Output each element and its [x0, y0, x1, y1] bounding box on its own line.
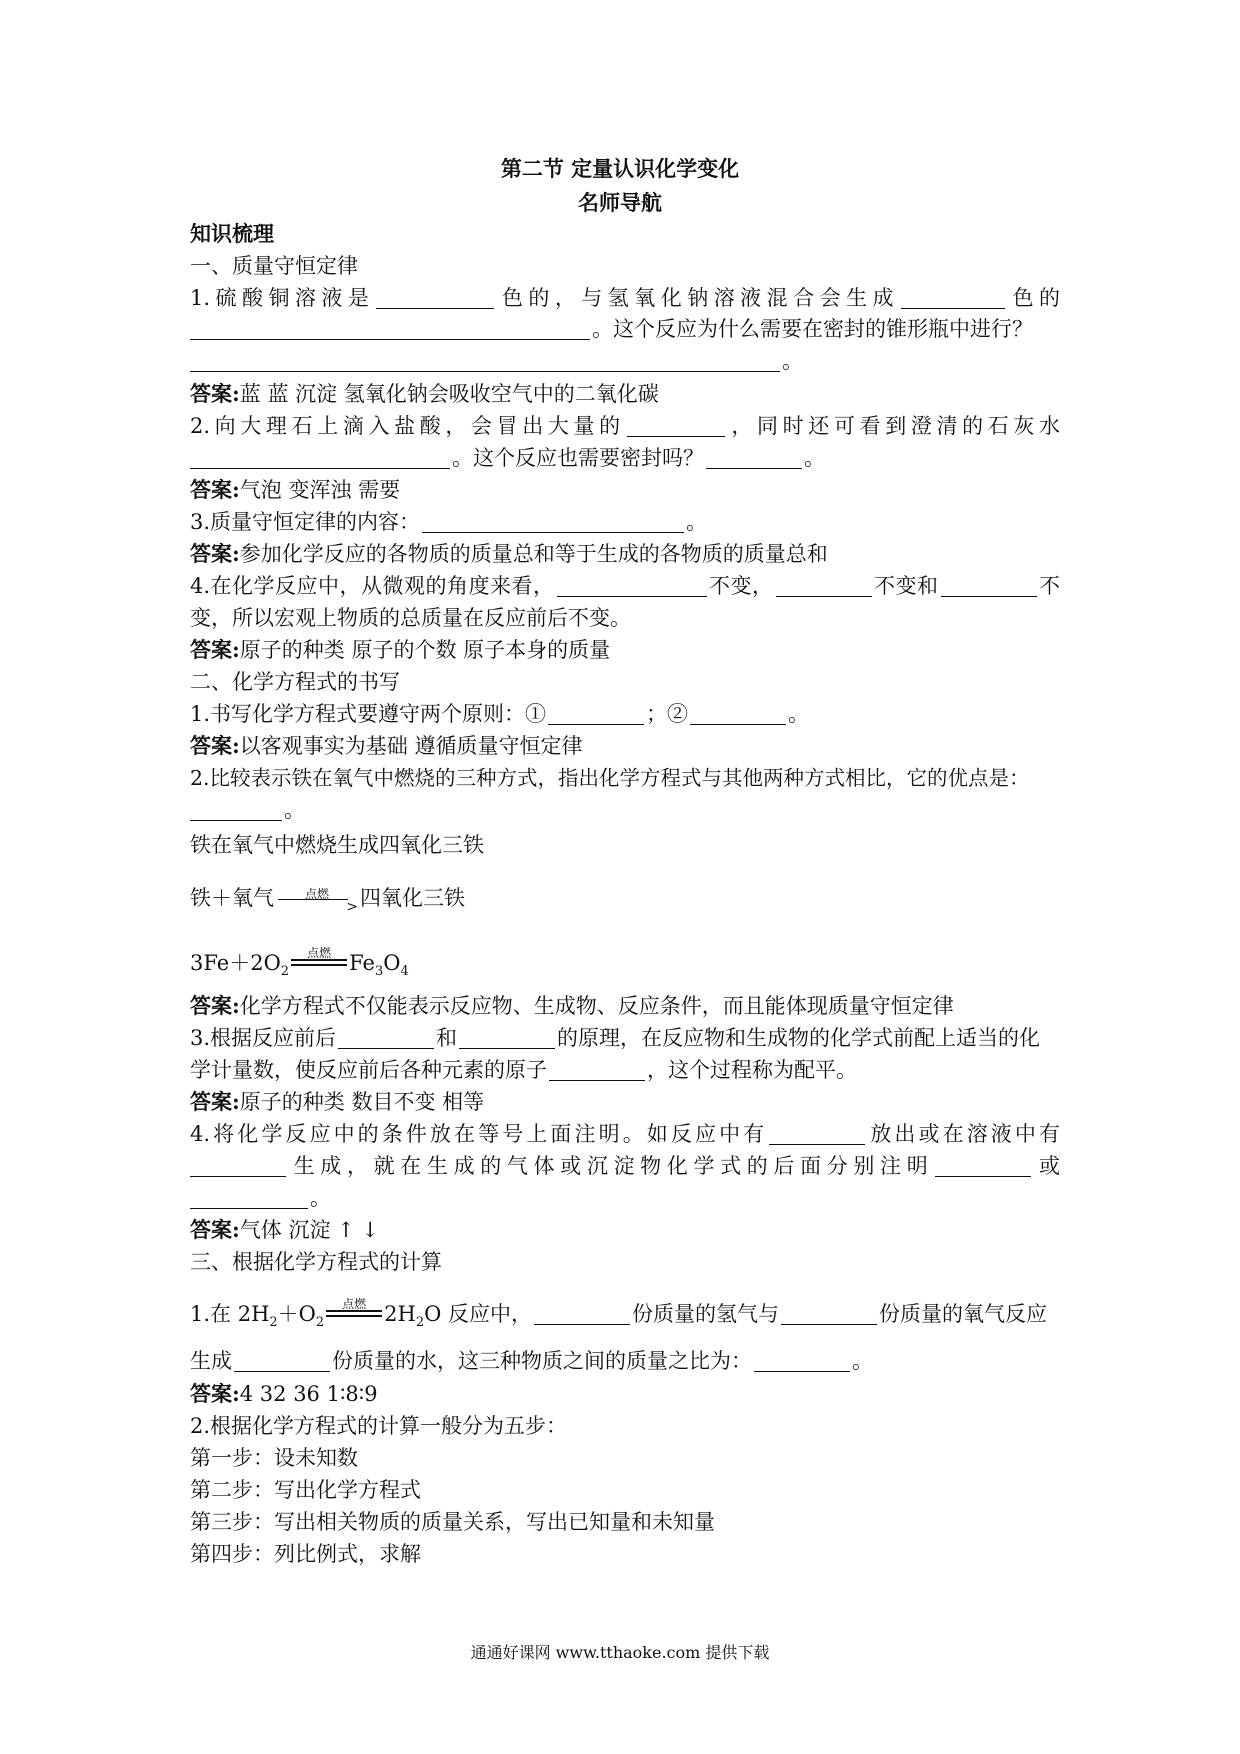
question-1-line-3: 。 [190, 346, 1060, 376]
step-1: 第一步：设未知数 [190, 1446, 358, 1470]
answer-blank[interactable] [190, 1186, 308, 1209]
question-7-line-1: 3.根据反应前后 和 的原理，在反应物和生成物的化学式前配上适当的化 [190, 1026, 1041, 1050]
answer-blank[interactable] [459, 1026, 555, 1049]
answer-blank[interactable] [781, 1302, 877, 1325]
question-4-line-1: 4.在化学反应中，从微观的角度来看， 不变， 不变和 不 [190, 574, 1061, 598]
answer-6: 答案:化学方程式不仅能表示反应物、生成物、反应条件，而且能体现质量守恒定律 [190, 993, 954, 1018]
reaction-arrow: 点燃 > [274, 883, 360, 913]
answer-blank[interactable] [190, 798, 282, 821]
answer-blank[interactable] [901, 286, 1005, 309]
equals-sign: 点燃 [324, 1297, 384, 1327]
answer-3: 答案:参加化学反应的各物质的质量总和等于生成的各物质的质量总和 [190, 541, 828, 566]
step-2: 第二步：写出化学方程式 [190, 1478, 421, 1502]
arrow-head-icon: > [346, 899, 358, 915]
step-4: 第四步：列比例式，求解 [190, 1542, 421, 1566]
step-3: 第三步：写出相关物质的质量关系，写出已知量和未知量 [190, 1510, 715, 1534]
answer-9: 答案:4 32 36 1∶8∶9 [190, 1381, 378, 1406]
answer-2: 答案:气泡 变浑浊 需要 [190, 477, 401, 502]
answer-8: 答案:气体 沉淀 ↑ ↓ [190, 1217, 379, 1242]
section-heading-1: 一、质量守恒定律 [190, 254, 358, 278]
question-1-line-2: 。这个反应为什么需要在密封的锥形瓶中进行？ [190, 314, 1060, 344]
answer-blank[interactable] [557, 574, 707, 597]
section-heading-2: 二、化学方程式的书写 [190, 670, 400, 694]
question-4-line-2: 变，所以宏观上物质的总质量在反应前后不变。 [190, 606, 631, 630]
answer-1: 答案:蓝 蓝 沉淀 氢氧化钠会吸收空气中的二氧化碳 [190, 381, 659, 406]
question-3: 3.质量守恒定律的内容： 。 [190, 510, 708, 534]
question-2-line-1: 2.向大理石上滴入盐酸，会冒出大量的 ，同时还可看到澄清的石灰水 [190, 414, 1060, 438]
answer-blank[interactable] [769, 1122, 865, 1145]
word-equation: 铁＋氧气 点燃 > 四氧化三铁 [190, 883, 1060, 913]
question-8-line-2: 生成，就在生成的气体或沉淀物化学式的后面分别注明 或 [190, 1151, 1060, 1181]
page-subtitle: 名师导航 [578, 190, 662, 215]
question-2-line-2: 。这个反应也需要密封吗？ 。 [190, 443, 1060, 473]
answer-blank[interactable] [548, 702, 644, 725]
page-title: 第二节 定量认识化学变化 [500, 156, 740, 181]
knowledge-heading: 知识梳理 [190, 221, 274, 246]
answer-blank[interactable] [234, 1349, 330, 1372]
answer-5: 答案:以客观事实为基础 遵循质量守恒定律 [190, 733, 583, 758]
question-10: 2.根据化学方程式的计算一般分为五步： [190, 1414, 568, 1438]
question-8-line-3: 。 [190, 1183, 1060, 1213]
question-9-line-2: 生成 份质量的水，这三种物质之间的质量之比为： 。 [190, 1349, 873, 1373]
answer-blank[interactable] [534, 1302, 630, 1325]
answer-blank[interactable] [190, 317, 590, 340]
question-1-line-1: 1.硫酸铜溶液是 色的，与氢氧化钠溶液混合会生成 色的 [190, 286, 1061, 310]
question-6-line-2: 。 [190, 795, 1060, 825]
question-9-line-1: 1.在 $2H_2+O_2$ 点燃 $2H_2O$ 反应中， 份质量的氢气与 份质量的氧气反应 [190, 1297, 1048, 1331]
answer-blank[interactable] [935, 1154, 1031, 1177]
text-form-expression: 铁在氧气中燃烧生成四氧化三铁 [190, 833, 484, 857]
answer-blank[interactable] [549, 1058, 645, 1081]
question-5: 1.书写化学方程式要遵守两个原则：① ；② 。 [190, 702, 810, 726]
answer-blank[interactable] [190, 349, 780, 372]
answer-blank[interactable] [422, 510, 684, 533]
answer-blank[interactable] [776, 574, 872, 597]
answer-4: 答案:原子的种类 原子的个数 原子本身的质量 [190, 637, 611, 662]
answer-7: 答案:原子的种类 数目不变 相等 [190, 1089, 485, 1114]
answer-blank[interactable] [690, 702, 786, 725]
answer-blank[interactable] [706, 446, 802, 469]
answer-blank[interactable] [941, 574, 1037, 597]
answer-blank[interactable] [190, 446, 450, 469]
answer-blank[interactable] [754, 1349, 850, 1372]
answer-blank[interactable] [627, 414, 725, 437]
section-heading-3: 三、根据化学方程式的计算 [190, 1250, 442, 1274]
question-7-line-2: 学计量数，使反应前后各种元素的原子 ，这个过程称为配平。 [190, 1058, 857, 1082]
equals-sign: 点燃 [289, 946, 349, 976]
chemical-equation: $3Fe+2O_2$ 点燃 $Fe_3O_4$ [190, 946, 409, 980]
question-6-line-1: 2.比较表示铁在氧气中燃烧的三种方式，指出化学方程式与其他两种方式相比，它的优点是： [190, 766, 1030, 790]
answer-blank[interactable] [338, 1026, 434, 1049]
answer-blank[interactable] [190, 1154, 286, 1177]
page-footer: 通通好课网 www.tthaoke.com 提供下载 [470, 1643, 770, 1662]
question-8-line-1: 4.将化学反应中的条件放在等号上面注明。如反应中有 放出或在溶液中有 [190, 1122, 1060, 1146]
answer-blank[interactable] [376, 286, 494, 309]
